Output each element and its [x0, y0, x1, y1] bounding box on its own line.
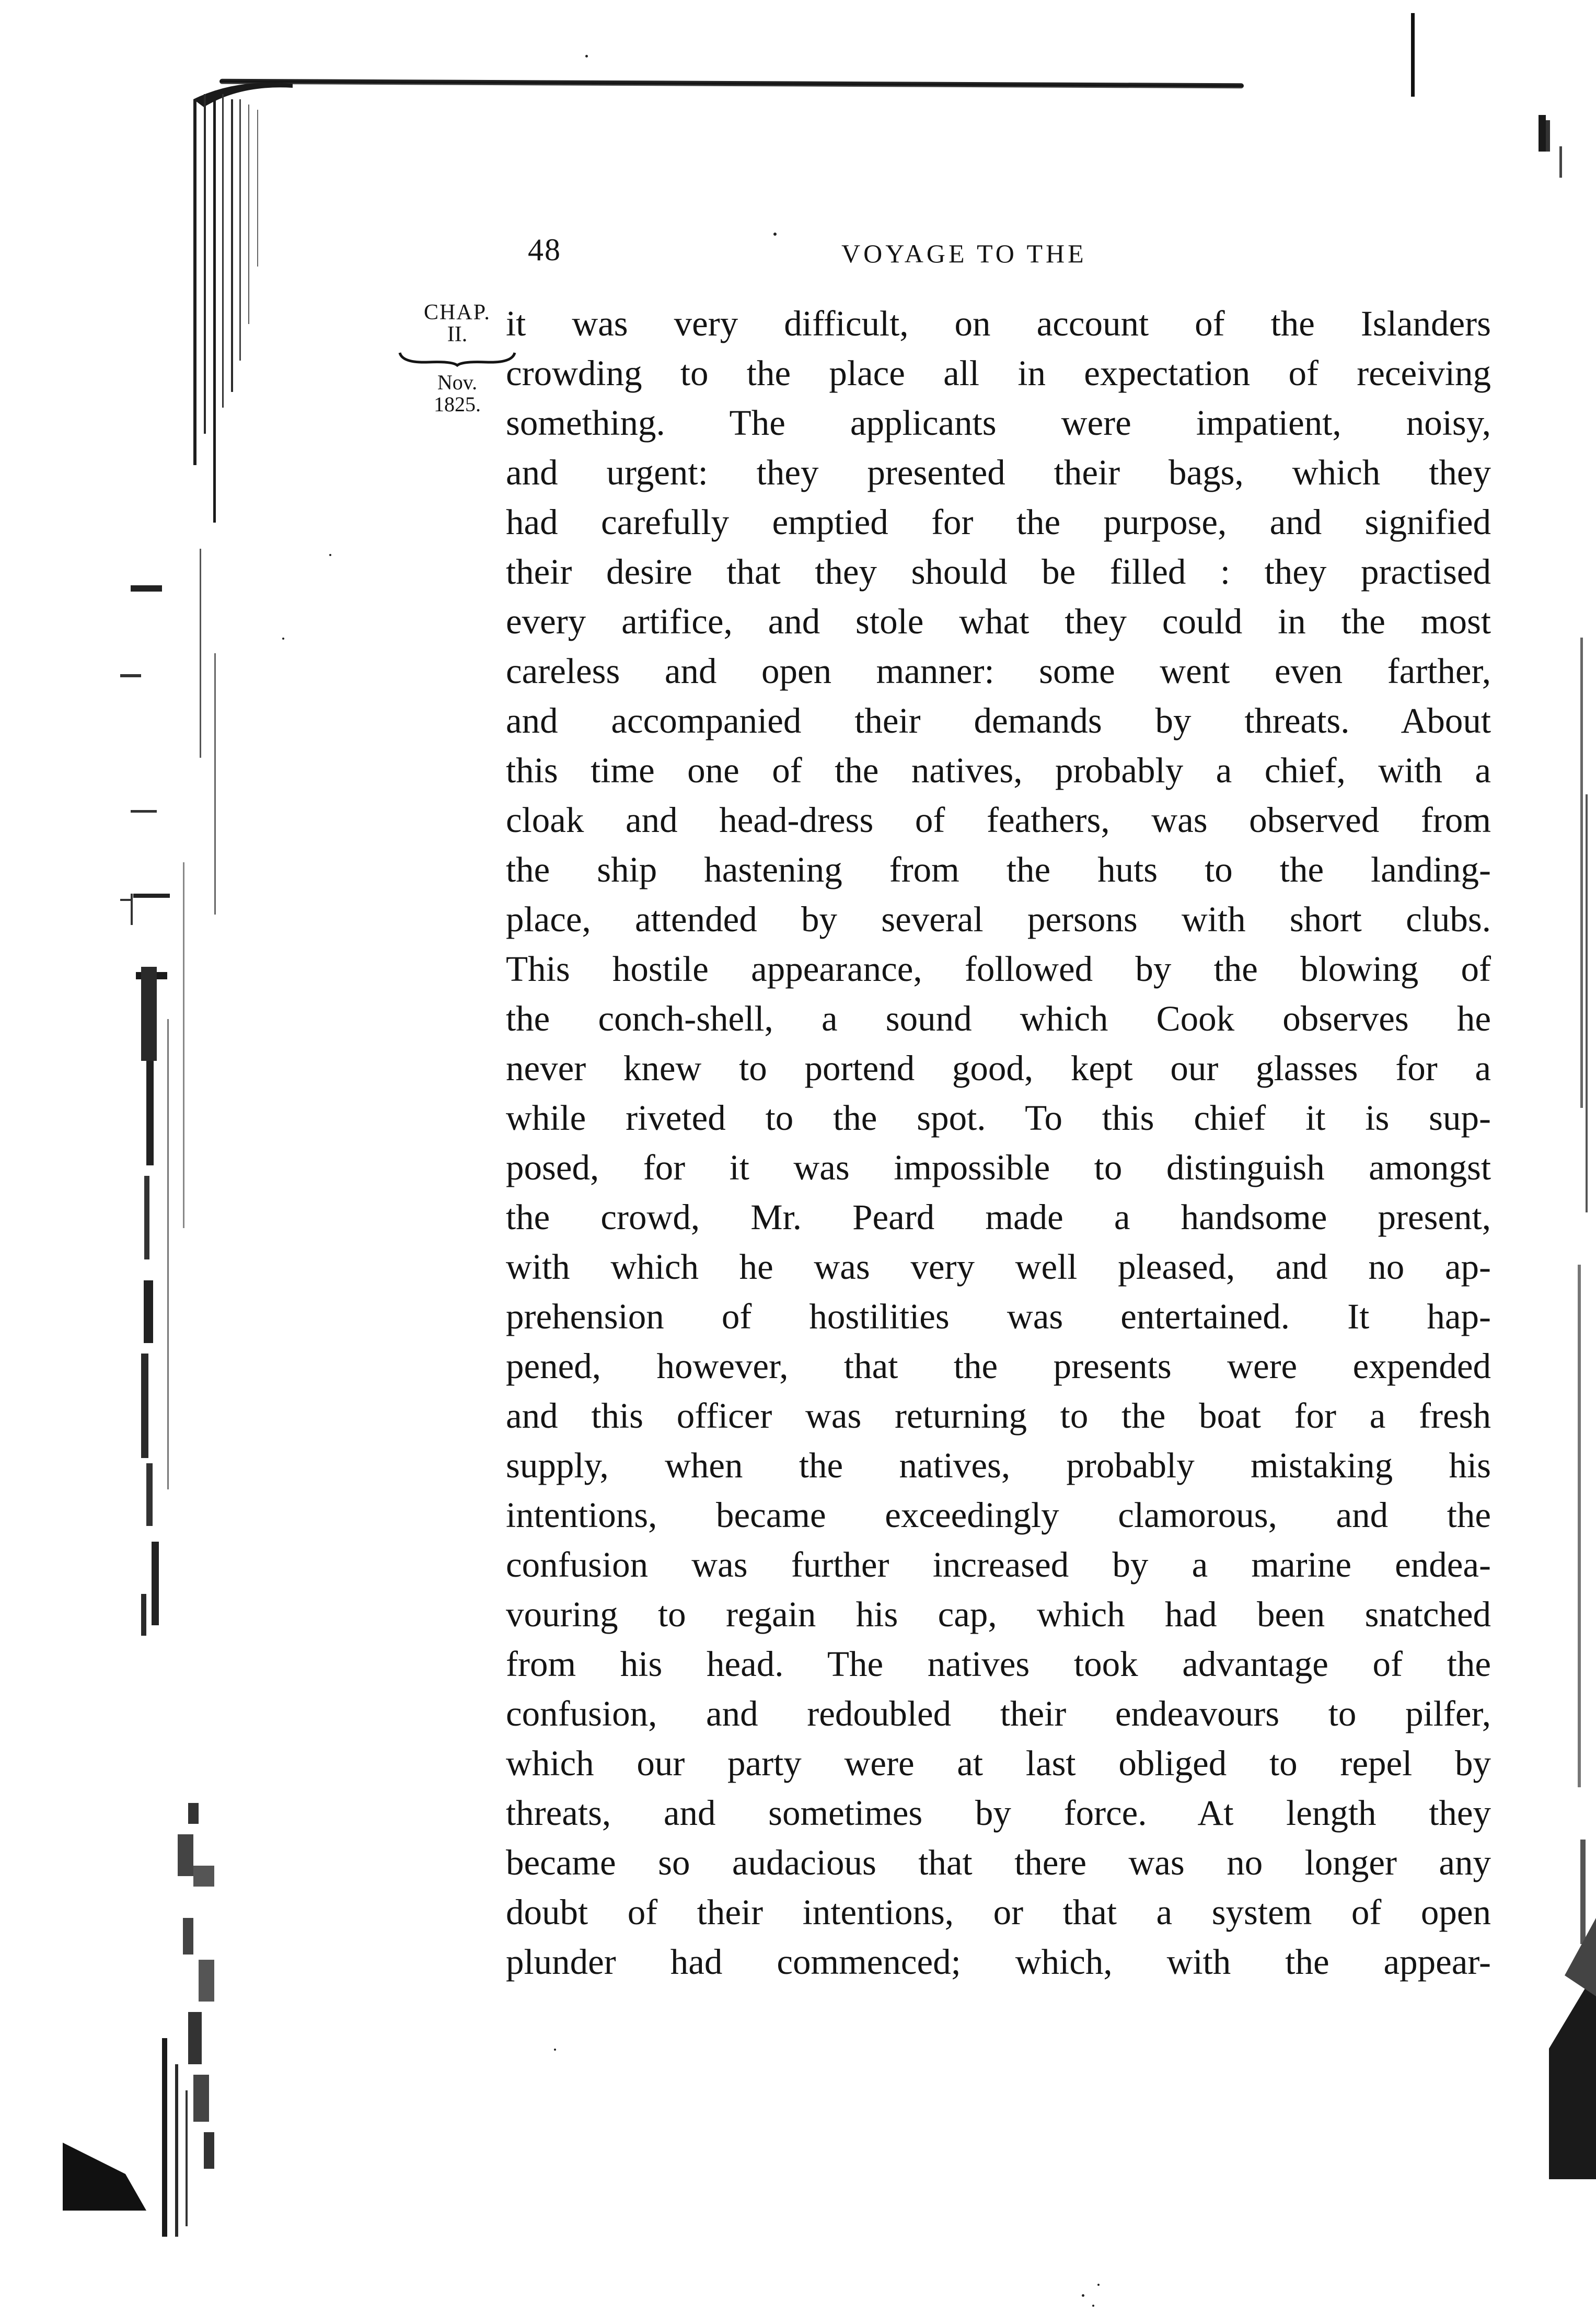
text-line: confusion, and redoubled their endeavours to pilfer, [506, 1694, 1491, 1733]
text-line: plunder had commenced; which, with the appear- [506, 1942, 1491, 1982]
right-edge-shadow [1528, 115, 1596, 2231]
text-line: the crowd, Mr. Peard made a handsome present, [506, 1197, 1491, 1237]
text-line: place, attended by several persons with short clubs. [506, 899, 1491, 939]
text-line: posed, for it was impossible to distinguish amongst [506, 1148, 1491, 1187]
margin-month: Nov. [437, 371, 478, 394]
text-line: this time one of the natives, probably a chief, with a [506, 750, 1491, 790]
margin-chapter-number: II. [447, 322, 468, 346]
text-line: confusion was further increased by a marine endea- [506, 1545, 1491, 1585]
text-line: supply, when the natives, probably mistaking his [506, 1445, 1491, 1485]
text-line: This hostile appearance, followed by the blowing of [506, 949, 1491, 989]
text-line: the conch-shell, a sound which Cook observes he [506, 999, 1491, 1038]
edge-marker [1411, 13, 1415, 97]
text-line: every artifice, and stole what they could in the most [506, 602, 1491, 641]
text-line: careless and open manner: some went even farther, [506, 651, 1491, 691]
text-line: prehension of hostilities was entertained. It hap- [506, 1297, 1491, 1336]
margin-year: 1825. [434, 392, 481, 416]
text-line: became so audacious that there was no longer any [506, 1843, 1491, 1882]
text-line: had carefully emptied for the purpose, and signified [506, 502, 1491, 542]
top-rule [219, 79, 1244, 89]
margin-chapter: CHAP. [424, 300, 491, 325]
text-line: vouring to regain his cap, which had been snatched [506, 1594, 1491, 1634]
text-line: never knew to portend good, kept our glasses for a [506, 1048, 1491, 1088]
text-line: crowding to the place all in expectation of receiving [506, 353, 1491, 393]
curly-brace-icon [397, 350, 517, 367]
text-line: their desire that they should be filled : they practised [506, 552, 1491, 592]
text-line: doubt of their intentions, or that a system of open [506, 1892, 1491, 1932]
text-line: and accompanied their demands by threats. About [506, 701, 1491, 741]
text-line: which our party were at last obliged to repel by [506, 1743, 1491, 1783]
text-line: threats, and sometimes by force. At length they [506, 1793, 1491, 1833]
body-text [506, 299, 1491, 1987]
text-line: it was very difficult, on account of the Islanders [506, 304, 1491, 343]
binding-shadow [63, 78, 293, 2247]
page-header [528, 232, 1479, 284]
text-line: and urgent: they presented their bags, which they [506, 453, 1491, 492]
text-line: with which he was very well pleased, and no ap- [506, 1247, 1491, 1287]
running-head: VOYAGE TO THE [841, 239, 1087, 268]
text-line: pened, however, that the presents were expended [506, 1346, 1491, 1386]
page-number: 48 [528, 233, 561, 267]
text-line: from his head. The natives took advantage of the [506, 1644, 1491, 1684]
text-line: the ship hastening from the huts to the landing- [506, 850, 1491, 889]
text-line: intentions, became exceedingly clamorous, and the [506, 1495, 1491, 1535]
text-line: cloak and head-dress of feathers, was observed from [506, 800, 1491, 840]
text-line: and this officer was returning to the boat for a fresh [506, 1396, 1491, 1436]
margin-note [395, 300, 520, 415]
text-line: while riveted to the spot. To this chief it is sup- [506, 1098, 1491, 1138]
text-line: something. The applicants were impatient, noisy, [506, 403, 1491, 443]
